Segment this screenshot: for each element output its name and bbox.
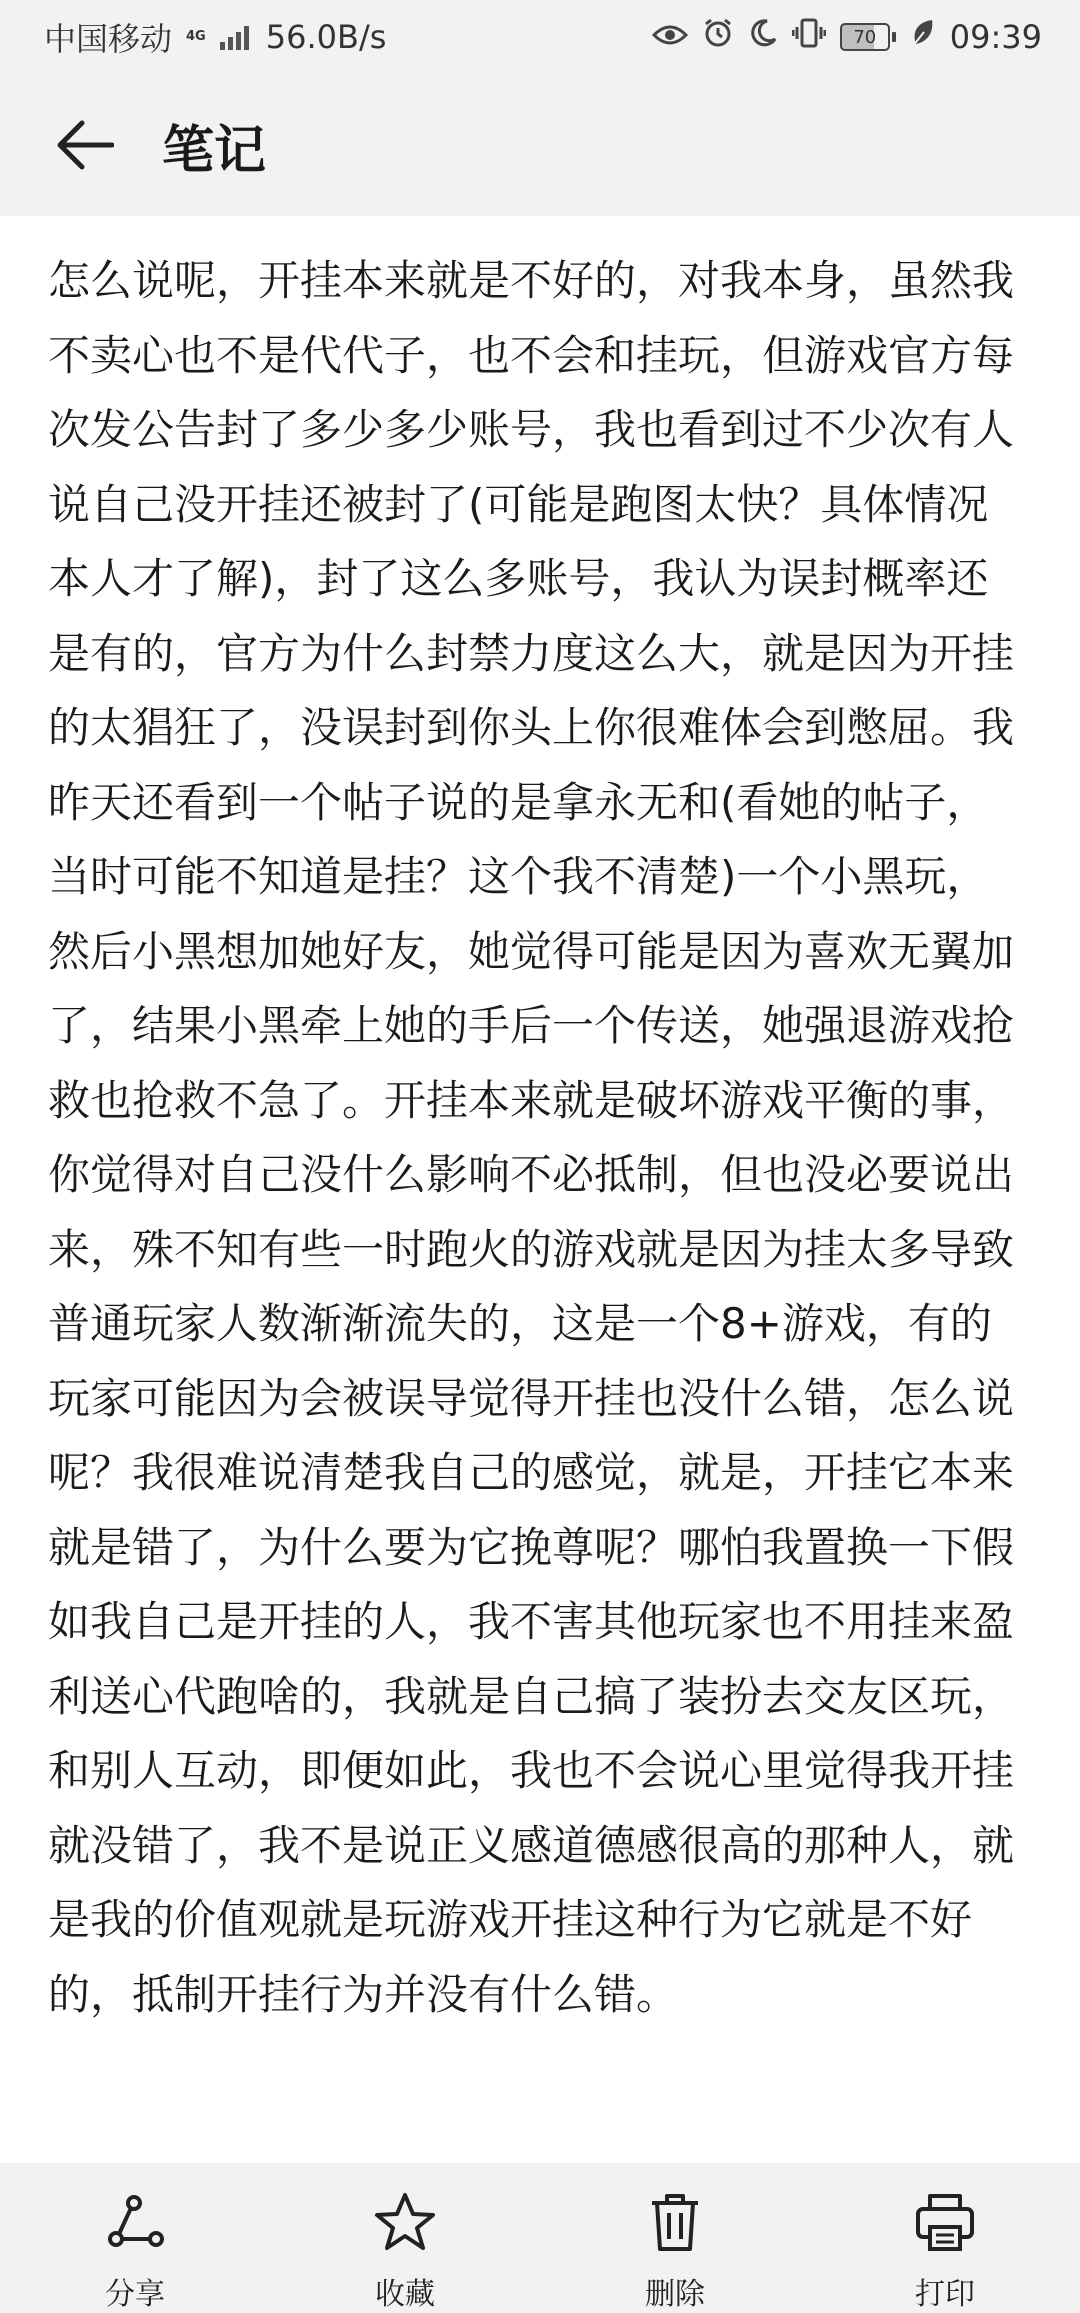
share-button[interactable] (0, 2163, 270, 2313)
signal-strength-icon (220, 24, 252, 50)
battery-level: 70 (840, 23, 890, 51)
battery-icon (840, 23, 896, 51)
back-button[interactable] (50, 110, 120, 180)
leaf-icon (910, 18, 936, 56)
network-type-indicator (186, 30, 206, 44)
alarm-icon (702, 17, 734, 57)
arrow-left-icon (56, 120, 114, 170)
delete-button[interactable] (540, 2163, 810, 2313)
moon-icon (748, 18, 778, 56)
print-label: 打印 (915, 2277, 975, 2312)
favorite-label: 收藏 (375, 2277, 435, 2312)
printer-icon (913, 2191, 977, 2253)
eye-icon (652, 18, 688, 56)
status-bar-left (44, 14, 400, 60)
page-title: 笔记 (162, 120, 267, 181)
trash-icon (643, 2191, 707, 2253)
network-speed: 56.0B/s (265, 18, 387, 56)
share-icon (103, 2191, 167, 2253)
star-icon (373, 2191, 437, 2253)
bottom-toolbar (0, 2163, 1080, 2313)
favorite-button[interactable] (270, 2163, 540, 2313)
vibrate-icon (792, 17, 826, 57)
clock-time: 09:39 (949, 18, 1042, 56)
share-label: 分享 (105, 2277, 165, 2312)
status-bar (0, 0, 1080, 74)
print-button[interactable] (810, 2163, 1080, 2313)
app-header (0, 74, 1080, 216)
carrier-name: 中国移动 (44, 20, 173, 58)
note-content[interactable]: 怎么说呢，开挂本来就是不好的，对我本身，虽然我不卖心也不是代代子，也不会和挂玩，但游戏官方每次发公告封了多少多少账号，我也看到过不少次有人说自己没开挂还被封了(可能是跑图太快？具体情况本人才了解)，封了这么多账号，我认为误封概率还是有的，官方为什么封禁力度这么大，就是因为开挂的太猖狂了，没误封到你头上你很难体会到憋屈。我昨天还看到一个帖子说的是拿永无和(看她的帖子，当时可能不知道是挂？这个我不清楚)一个小黑玩，然后小黑想加她好友，她觉得可能是因为喜欢无翼加了，结果小黑牵上她的手后一个传送，她强退游戏抢救也抢救不急了。开挂本来就是破坏游戏平衡的事，你觉得对自己没什么影响不必抵制，但也没必要说出来，殊不知有些一时跑火的游戏就是因为挂太多导致普通玩家人数渐渐流失的，这是一个8+游戏，有的玩家可能因为会被误导觉得开挂也没什么错，怎么说呢？我很难说清楚我自己的感觉，就是，开挂它本来就是错了，为什么要为它挽尊呢？哪怕我置换一下假如我自己是开挂的人，我不害其他玩家也不用挂来盈利送心代跑啥的，我就是自己搞了装扮去交友区玩，和别人互动，即便如此，我也不会说心里觉得我开挂就没错了，我不是说正义感道德感很高的那种人，就是我的价值观就是玩游戏开挂这种行为它就是不好的，抵制开挂行为并没有什么错。 (48, 256, 1015, 2019)
network-type-label: 4G (186, 29, 206, 44)
status-bar-right (638, 17, 1042, 57)
delete-label: 删除 (645, 2277, 705, 2312)
